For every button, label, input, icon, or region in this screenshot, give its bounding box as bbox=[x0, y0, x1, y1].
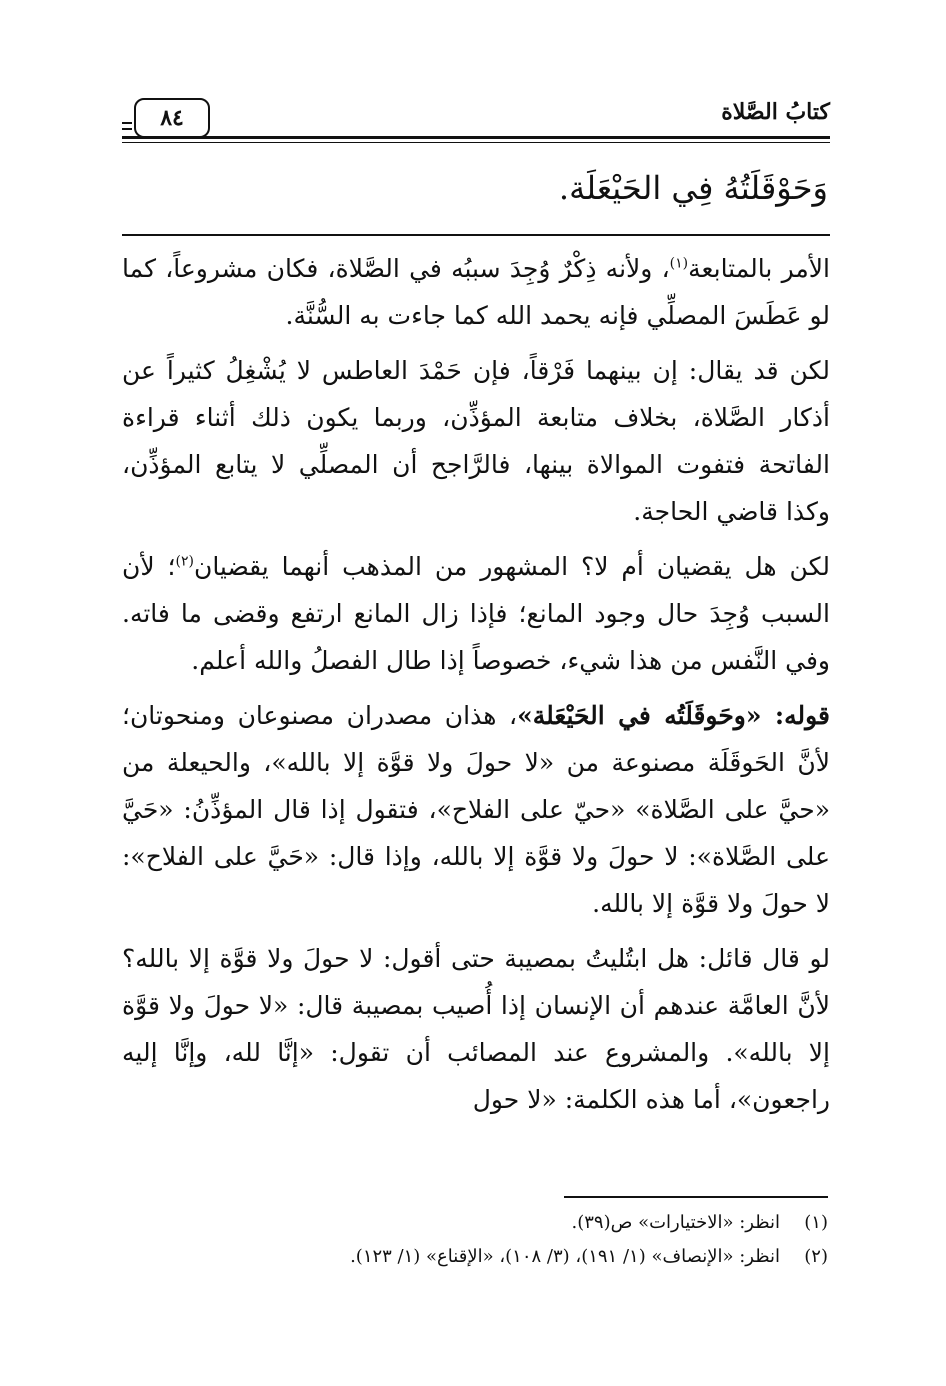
footnote-item bbox=[116, 1206, 828, 1240]
footnote-text: انظر: «الاختيارات» ص(٣٩). bbox=[571, 1212, 780, 1233]
header-rule-thin bbox=[122, 142, 830, 143]
footnote-separator bbox=[564, 1196, 828, 1198]
paragraph bbox=[122, 245, 830, 339]
matn-text: وَحَوْقَلَتُهُ فِي الحَيْعَلَة. bbox=[558, 169, 828, 207]
paragraph bbox=[122, 543, 830, 684]
footnote-number: (١) bbox=[804, 1212, 828, 1233]
footnote-ref[interactable]: (٢) bbox=[175, 553, 194, 570]
header-ornament bbox=[122, 122, 132, 124]
paragraph-text: لكن هل يقضيان أم لا؟ المشهور من المذهب أنهما يقضيان bbox=[193, 552, 830, 581]
footnote-ref[interactable]: (١) bbox=[669, 255, 689, 272]
paragraph-text: ؛ لأن السبب وُجِدَ حال وجود المانع؛ فإذا زال المانع ارتفع وقضى ما فاته. وفي النَّفس من هذا شيء، خصوصاً إذا طال الفصلُ والله أعلم. bbox=[122, 552, 830, 675]
paragraph-text: لكن قد يقال: إن بينهما فَرْقاً، فإن حَمْدَ العاطس لا يُشْغِلُ كثيراً عن أذكار الصَّلاة، بخلاف متابعة المؤذِّن، وربما يكون ذلك أثناء قراءة الفاتحة فتفوت الموالاة بينها، فالرَّاجح أن المصلِّي لا يتابع المؤذِّن، وكذا قاضي الحاجة. bbox=[122, 356, 830, 526]
paragraph-text: ، ولأنه ذِكْرٌ وُجِدَ سببُه في الصَّلاة، فكان مشروعاً، كما لو عَطَسَ المصلِّي فإنه يحمد الله كما جاءت به السُّنَّة. bbox=[122, 254, 830, 330]
paragraph-text: لو قال قائل: هل ابتُليتُ بمصيبة حتى أقول: لا حولَ ولا قوَّة إلا بالله؟ لأنَّ العامَّة عندهم أن الإنسان إذا أُصيب بمصيبة قال: «لا حولَ ولا قوَّة إلا بالله». والمشروع عند المصائب أن تقول: «إنَّا لله، وإنَّا إليه راجعون»، أما هذه الكلمة: «لا حول bbox=[122, 944, 830, 1114]
footnote-number: (٢) bbox=[804, 1246, 828, 1267]
page-header bbox=[122, 92, 830, 148]
book-title: كتابُ الصَّلاة bbox=[721, 99, 830, 125]
paragraph-text: الأمر بالمتابعة bbox=[688, 254, 830, 283]
paragraph bbox=[122, 347, 830, 535]
header-rule-thick bbox=[122, 136, 830, 139]
footnote-text: انظر: «الإنصاف» (١/ ١٩١)، (٣/ ١٠٨)، «الإقناع» (١/ ١٢٣). bbox=[350, 1246, 780, 1267]
matn-quote-lead: قوله: «وحَوقَلَتُه في الحَيْعَلة» bbox=[517, 701, 830, 730]
commentary-body bbox=[122, 245, 830, 1131]
footnotes bbox=[116, 1206, 828, 1274]
footnote-item bbox=[116, 1240, 828, 1274]
header-ornament bbox=[122, 128, 132, 130]
paragraph bbox=[122, 935, 830, 1123]
paragraph bbox=[122, 692, 830, 927]
matn-separator bbox=[122, 234, 830, 236]
page-number: ٨٤ bbox=[134, 98, 210, 138]
paragraph-text: ، هذان مصدران مصنوعان ومنحوتان؛ لأنَّ الحَوقَلَة مصنوعة من «لا حولَ ولا قوَّة إلا بالله»، والحيعلة من «حيَّ على الصَّلاة» «حيّ على الفلاح»، فتقول إذا قال المؤذِّنُ: «حَيَّ على الصَّلاة»: لا حولَ ولا قوَّة إلا بالله، وإذا قال: «حَيَّ على الفلاح»: لا حولَ ولا قوَّة إلا بالله. bbox=[122, 701, 830, 918]
